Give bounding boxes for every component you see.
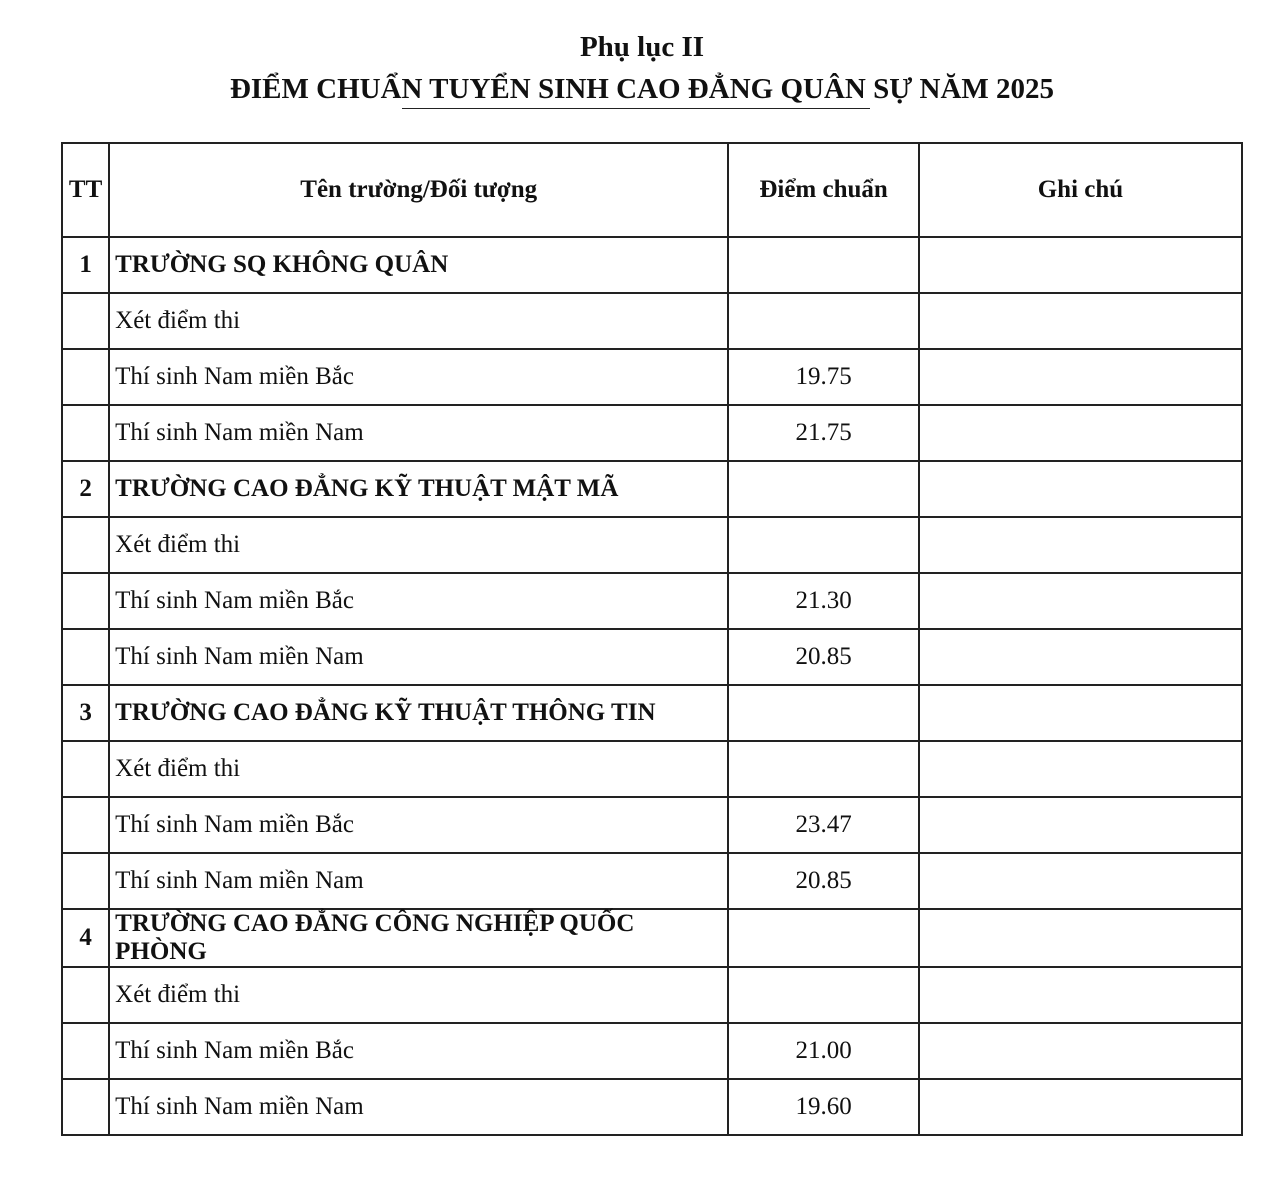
school-index: 4 — [62, 909, 109, 967]
column-header-note: Ghi chú — [919, 143, 1242, 237]
candidate-row — [62, 1023, 1242, 1079]
index-cell-empty — [62, 629, 109, 685]
note-cell — [919, 349, 1242, 405]
candidate-row — [62, 853, 1242, 909]
school-name: TRƯỜNG CAO ĐẲNG KỸ THUẬT MẬT MÃ — [109, 461, 728, 517]
school-index: 3 — [62, 685, 109, 741]
appendix-label: Phụ lục II — [579, 31, 705, 63]
table-header-row — [62, 143, 1242, 237]
note-cell — [919, 685, 1242, 741]
candidate-row — [62, 349, 1242, 405]
index-cell-empty — [62, 967, 109, 1023]
score-cell-empty — [728, 967, 919, 1023]
method-row — [62, 517, 1242, 573]
method-row — [62, 293, 1242, 349]
note-cell — [919, 1079, 1242, 1135]
index-cell-empty — [62, 1023, 109, 1079]
candidate-row — [62, 797, 1242, 853]
column-header-tt: TT — [62, 143, 109, 237]
cutoff-score: 21.00 — [728, 1023, 919, 1079]
note-cell — [919, 293, 1242, 349]
school-name: TRƯỜNG CAO ĐẲNG CÔNG NGHIỆP QUỐC PHÒNG — [109, 909, 728, 967]
candidate-row — [62, 405, 1242, 461]
index-cell-empty — [62, 293, 109, 349]
candidate-group-label: Thí sinh Nam miền Nam — [109, 853, 728, 909]
title-underline — [402, 108, 870, 109]
note-cell — [919, 967, 1242, 1023]
method-row — [62, 741, 1242, 797]
note-cell — [919, 1023, 1242, 1079]
school-index: 2 — [62, 461, 109, 517]
candidate-row — [62, 1079, 1242, 1135]
column-header-name: Tên trường/Đối tượng — [109, 143, 728, 237]
school-row — [62, 685, 1242, 741]
score-cell-empty — [728, 517, 919, 573]
note-cell — [919, 797, 1242, 853]
cutoff-score: 19.75 — [728, 349, 919, 405]
method-label: Xét điểm thi — [109, 293, 728, 349]
note-cell — [919, 573, 1242, 629]
candidate-group-label: Thí sinh Nam miền Bắc — [109, 797, 728, 853]
index-cell-empty — [62, 797, 109, 853]
score-cell-empty — [728, 909, 919, 967]
method-label: Xét điểm thi — [109, 967, 728, 1023]
candidate-row — [62, 629, 1242, 685]
admission-score-table — [61, 142, 1243, 1136]
cutoff-score: 21.30 — [728, 573, 919, 629]
cutoff-score: 20.85 — [728, 853, 919, 909]
candidate-group-label: Thí sinh Nam miền Bắc — [109, 1023, 728, 1079]
candidate-group-label: Thí sinh Nam miền Nam — [109, 1079, 728, 1135]
document-header — [0, 28, 1284, 109]
score-cell-empty — [728, 741, 919, 797]
method-row — [62, 967, 1242, 1023]
candidate-group-label: Thí sinh Nam miền Bắc — [109, 349, 728, 405]
index-cell-empty — [62, 741, 109, 797]
note-cell — [919, 629, 1242, 685]
candidate-row — [62, 573, 1242, 629]
score-cell-empty — [728, 237, 919, 293]
school-row — [62, 909, 1242, 967]
note-cell — [919, 237, 1242, 293]
column-header-score: Điểm chuẩn — [728, 143, 919, 237]
candidate-group-label: Thí sinh Nam miền Nam — [109, 629, 728, 685]
note-cell — [919, 517, 1242, 573]
index-cell-empty — [62, 405, 109, 461]
note-cell — [919, 405, 1242, 461]
score-cell-empty — [728, 461, 919, 517]
score-cell-empty — [728, 685, 919, 741]
method-label: Xét điểm thi — [109, 741, 728, 797]
cutoff-score: 23.47 — [728, 797, 919, 853]
index-cell-empty — [62, 349, 109, 405]
candidate-group-label: Thí sinh Nam miền Bắc — [109, 573, 728, 629]
note-cell — [919, 853, 1242, 909]
document-title: ĐIỂM CHUẨN TUYỂN SINH CAO ĐẲNG QUÂN SỰ NĂM 2025 — [229, 73, 1055, 105]
note-cell — [919, 741, 1242, 797]
note-cell — [919, 461, 1242, 517]
index-cell-empty — [62, 573, 109, 629]
school-name: TRƯỜNG SQ KHÔNG QUÂN — [109, 237, 728, 293]
school-row — [62, 461, 1242, 517]
cutoff-score: 19.60 — [728, 1079, 919, 1135]
score-cell-empty — [728, 293, 919, 349]
candidate-group-label: Thí sinh Nam miền Nam — [109, 405, 728, 461]
school-name: TRƯỜNG CAO ĐẲNG KỸ THUẬT THÔNG TIN — [109, 685, 728, 741]
index-cell-empty — [62, 1079, 109, 1135]
cutoff-score: 20.85 — [728, 629, 919, 685]
index-cell-empty — [62, 517, 109, 573]
cutoff-score: 21.75 — [728, 405, 919, 461]
school-row — [62, 237, 1242, 293]
school-index: 1 — [62, 237, 109, 293]
index-cell-empty — [62, 853, 109, 909]
method-label: Xét điểm thi — [109, 517, 728, 573]
note-cell — [919, 909, 1242, 967]
